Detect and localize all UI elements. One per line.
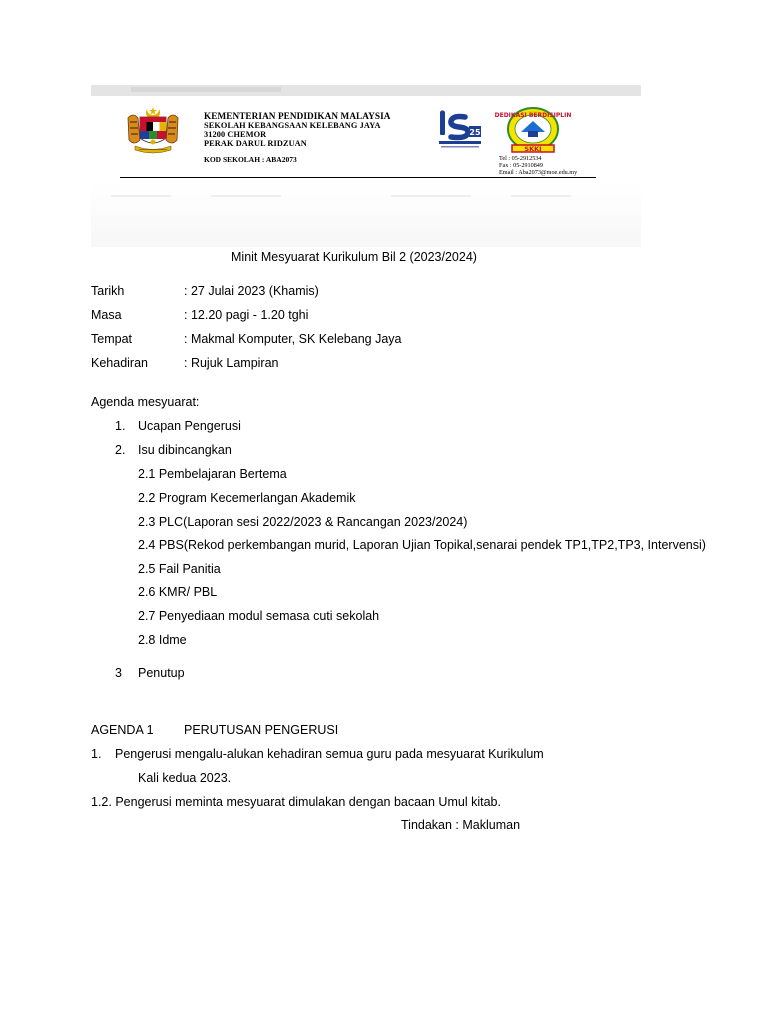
agenda-heading: Agenda mesyuarat: (91, 395, 200, 409)
agenda-item-number: 1. (115, 419, 126, 433)
skkj-logo-text: SKKJ (524, 145, 542, 153)
closing-item-number: 3 (115, 666, 122, 680)
agenda-item-text: Ucapan Pengerusi (138, 419, 241, 433)
detail-label-time: Masa (91, 308, 122, 322)
agenda1-point-2: 1.2. Pengerusi meminta mesyuarat dimulakan dengan bacaan Umul kitab. (91, 795, 501, 809)
agenda-sub-item: 2.2 Program Kecemerlangan Akademik (138, 491, 356, 505)
agenda1-label: AGENDA 1 (91, 723, 154, 737)
malaysia-coat-of-arms-icon (125, 106, 181, 156)
school-name: SEKOLAH KEBANGSAAN KELEBANG JAYA (204, 121, 381, 130)
contact-block (499, 155, 577, 176)
agenda1-action: Tindakan : Makluman (401, 818, 521, 832)
agenda-sub-item: 2.4 PBS(Rekod perkembangan murid, Laporan Ujian Topikal,senarai pendek TP1,TP2,TP3, Intervensi) (138, 538, 706, 552)
is-25-logo-icon (437, 110, 483, 150)
agenda-sub-item: 2.6 KMR/ PBL (138, 585, 218, 599)
agenda-item-text: Isu dibincangkan (138, 443, 232, 457)
detail-value-time: : 12.20 pagi - 1.20 tghi (184, 308, 309, 322)
skkj-school-logo-icon (494, 107, 572, 155)
agenda-sub-item: 2.1 Pembelajaran Bertema (138, 467, 287, 481)
agenda1-point-number: 1. (91, 747, 102, 761)
closing-item-text: Penutup (138, 666, 185, 680)
detail-label-date: Tarikh (91, 284, 125, 298)
agenda-item-number: 2. (115, 443, 126, 457)
svg-text:25: 25 (469, 128, 481, 137)
contact-fax: Fax : 05-2910849 (499, 162, 543, 169)
detail-label-place: Tempat (91, 332, 132, 346)
letterhead (91, 85, 641, 247)
agenda1-title: PERUTUSAN PENGERUSI (184, 723, 339, 737)
detail-value-date: : 27 Julai 2023 (Khamis) (184, 284, 319, 298)
skkj-logo-motto: DEDIKASI BERDISIPLIN (494, 112, 572, 119)
letterhead-faded-area (91, 183, 641, 247)
document-title: Minit Mesyuarat Kurikulum Bil 2 (2023/2024) (231, 250, 477, 264)
school-state: PERAK DARUL RIDZUAN (204, 139, 307, 148)
contact-tel: Tel : 05-2912534 (499, 155, 542, 162)
ministry-name: KEMENTERIAN PENDIDIKAN MALAYSIA (204, 111, 391, 121)
agenda-sub-item: 2.7 Penyediaan modul semasa cuti sekolah (138, 609, 380, 623)
detail-label-attendance: Kehadiran (91, 356, 148, 370)
letterhead-top-bar (91, 85, 641, 96)
letterhead-divider (120, 177, 596, 178)
school-code: KOD SEKOLAH : ABA2073 (204, 155, 297, 164)
detail-value-place: : Makmal Komputer, SK Kelebang Jaya (184, 332, 402, 346)
agenda-sub-item: 2.8 Idme (138, 633, 187, 647)
contact-email: Email : Aba2073@moe.edu.my (499, 169, 578, 176)
school-postcode: 31200 CHEMOR (204, 130, 267, 139)
agenda-sub-item: 2.3 PLC(Laporan sesi 2022/2023 & Rancangan 2023/2024) (138, 515, 468, 529)
agenda1-point-text: Pengerusi mengalu-alukan kehadiran semua guru pada mesyuarat Kurikulum (115, 747, 544, 761)
agenda1-point-continuation: Kali kedua 2023. (138, 771, 232, 785)
detail-value-attendance: : Rujuk Lampiran (184, 356, 279, 370)
school-name-block (204, 112, 391, 148)
agenda-sub-item: 2.5 Fail Panitia (138, 562, 221, 576)
